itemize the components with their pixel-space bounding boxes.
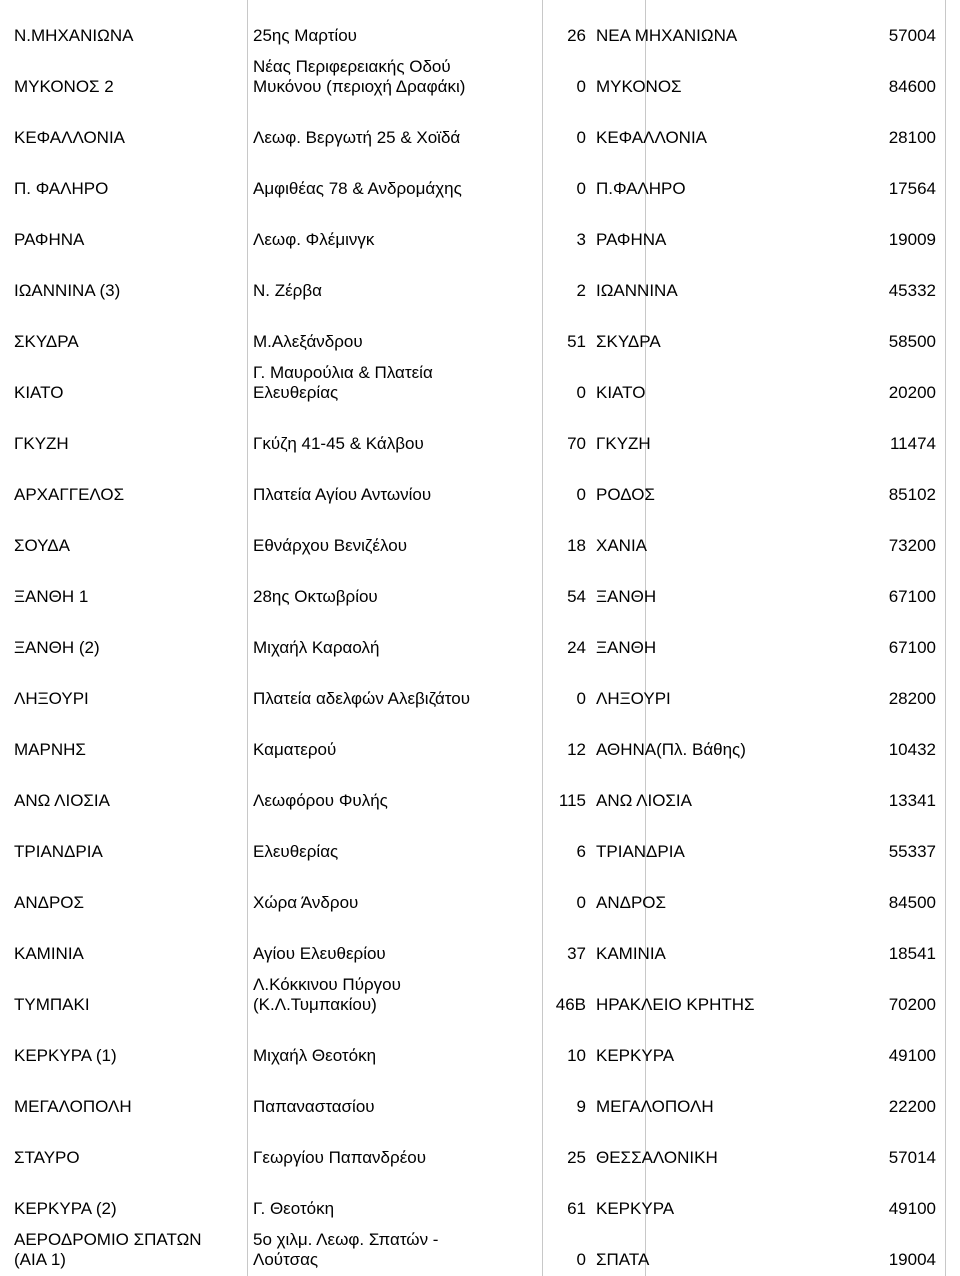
street-number: 2	[576, 281, 586, 300]
postal-code: 17564	[888, 179, 936, 198]
table-row	[0, 51, 960, 102]
branch-name-line: (ΑΙΑ 1)	[14, 1250, 66, 1269]
street-number: 25	[567, 1148, 586, 1167]
street-address: Μιχαήλ Καραολή	[253, 638, 380, 657]
postal-code: 13341	[888, 791, 936, 810]
postal-code: 67100	[888, 638, 936, 657]
city: ΝΕΑ ΜΗΧΑΝΙΩΝΑ	[596, 26, 738, 45]
branch-name: Π. ΦΑΛΗΡΟ	[14, 179, 109, 198]
street-number: 0	[576, 383, 586, 402]
city: ΤΡΙΑΝΔΡΙΑ	[596, 842, 685, 861]
street-number: 70	[567, 434, 586, 453]
city: ΘΕΣΣΑΛΟΝΙΚΗ	[596, 1148, 718, 1167]
postal-code: 28100	[888, 128, 936, 147]
street-address: Γεωργίου Παπανδρέου	[253, 1148, 427, 1167]
city: ΑΝΔΡΟΣ	[596, 893, 667, 912]
branch-name: ΣΤΑΥΡΟ	[14, 1148, 80, 1167]
branch-name: ΓΚΥΖΗ	[14, 434, 69, 453]
table-row	[0, 1173, 960, 1224]
table-row	[0, 918, 960, 969]
table-row	[0, 1122, 960, 1173]
postal-code: 73200	[888, 536, 936, 555]
city: ΛΗΞΟΥΡΙ	[596, 689, 671, 708]
postal-code: 55337	[888, 842, 936, 861]
branch-name: ΛΗΞΟΥΡΙ	[14, 689, 89, 708]
branch-name-line: ΑΕΡΟΔΡΟΜΙΟ ΣΠΑΤΩΝ	[14, 1230, 202, 1249]
table-row	[0, 1224, 960, 1275]
postal-code: 84600	[888, 77, 936, 96]
street-address-line: 5ο χιλμ. Λεωφ. Σπατών -	[253, 1230, 439, 1249]
street-address: 28ης Οκτωβρίου	[253, 587, 378, 606]
table-row	[0, 408, 960, 459]
street-number: 26	[567, 26, 586, 45]
street-address-line: Γ. Μαυρούλια & Πλατεία	[253, 363, 433, 382]
street-number: 115	[558, 791, 586, 810]
table-row	[0, 459, 960, 510]
street-address: Μ.Αλεξάνδρου	[253, 332, 363, 351]
table-row	[0, 663, 960, 714]
street-number: 0	[576, 893, 586, 912]
postal-code: 58500	[888, 332, 936, 351]
street-address-line: Μυκόνου (περιοχή Δραφάκι)	[253, 77, 466, 96]
street-address: Γκύζη 41-45 & Κάλβου	[253, 434, 424, 453]
street-address: Πλατεία Αγίου Αντωνίου	[253, 485, 432, 504]
branch-name: ΤΡΙΑΝΔΡΙΑ	[14, 842, 103, 861]
city: ΓΚΥΖΗ	[596, 434, 651, 453]
street-address	[247, 969, 542, 1020]
branch-name: ΣΟΥΔΑ	[14, 536, 70, 555]
branch-name: ΑΝΩ ΛΙΟΣΙΑ	[14, 791, 110, 810]
street-number: 0	[576, 485, 586, 504]
table-row	[0, 612, 960, 663]
city: ΚΕΡΚΥΡΑ	[596, 1046, 675, 1065]
street-address: Λεωφόρου Φυλής	[253, 791, 388, 810]
table-row	[0, 357, 960, 408]
street-number: 3	[576, 230, 586, 249]
city: ΧΑΝΙΑ	[596, 536, 648, 555]
street-address: Καματερού	[253, 740, 337, 759]
city: ΚΕΦΑΛΛΟΝΙΑ	[596, 128, 708, 147]
street-number: 0	[576, 689, 586, 708]
table-row	[0, 969, 960, 1020]
city: ΡΑΦΗΝΑ	[596, 230, 667, 249]
postal-code: 22200	[888, 1097, 936, 1116]
street-address: Μιχαήλ Θεοτόκη	[253, 1046, 377, 1065]
city: ΞΑΝΘΗ	[596, 638, 657, 657]
table-row	[0, 204, 960, 255]
branch-name: N.ΜΗΧΑΝΙΩΝΑ	[14, 26, 134, 45]
city: ΚΙΑΤΟ	[596, 383, 646, 402]
table-row	[0, 510, 960, 561]
postal-code: 49100	[888, 1046, 936, 1065]
city: ΜΥΚΟΝΟΣ	[596, 77, 682, 96]
table-row	[0, 255, 960, 306]
street-address: Χώρα Άνδρου	[253, 893, 359, 912]
street-number: 0	[576, 179, 586, 198]
postal-code: 70200	[888, 995, 936, 1014]
branch-name: ΚΑΜΙΝΙΑ	[14, 944, 84, 963]
street-address: Γ. Θεοτόκη	[253, 1199, 335, 1218]
postal-code: 10432	[888, 740, 936, 759]
street-number: 12	[567, 740, 586, 759]
branch-name: ΑΝΔΡΟΣ	[14, 893, 85, 912]
street-address: Λεωφ. Βεργωτή 25 & Χοϊδά	[253, 128, 461, 147]
branch-name: ΜΕΓΑΛΟΠΟΛΗ	[14, 1097, 132, 1116]
table-row	[0, 0, 960, 51]
street-number: 18	[567, 536, 586, 555]
postal-code: 84500	[888, 893, 936, 912]
city: ΣΚΥΔΡΑ	[596, 332, 661, 351]
city: ΙΩΑΝΝΙΝΑ	[596, 281, 678, 300]
postal-code: 49100	[888, 1199, 936, 1218]
street-address: 25ης Μαρτίου	[253, 26, 357, 45]
street-address: Παπαναστασίου	[253, 1097, 375, 1116]
street-address-line: Λούτσας	[253, 1250, 319, 1269]
postal-code: 45332	[888, 281, 936, 300]
branch-name: ΞΑΝΘΗ 1	[14, 587, 89, 606]
branch-name: ΞΑΝΘΗ (2)	[14, 638, 100, 657]
table-row	[0, 1071, 960, 1122]
branch-name: ΤΥΜΠΑΚΙ	[14, 995, 90, 1014]
branch-name: ΚΕΡΚΥΡΑ (1)	[14, 1046, 117, 1065]
table-row	[0, 306, 960, 357]
street-address: Αμφιθέας 78 & Ανδρομάχης	[253, 179, 462, 198]
city: ΚΑΜΙΝΙΑ	[596, 944, 666, 963]
street-address-line: Νέας Περιφερειακής Οδού	[253, 57, 451, 76]
city: ΑΝΩ ΛΙΟΣΙΑ	[596, 791, 692, 810]
city: ΞΑΝΘΗ	[596, 587, 657, 606]
street-address	[247, 51, 542, 102]
street-number: 54	[567, 587, 586, 606]
street-number: 51	[567, 332, 586, 351]
street-address-line: Ελευθερίας	[253, 383, 339, 402]
table-row	[0, 867, 960, 918]
branch-name: ΜΥΚΟΝΟΣ 2	[14, 77, 114, 96]
street-address: Αγίου Ελευθερίου	[253, 944, 386, 963]
street-number: 10	[567, 1046, 586, 1065]
street-address: Λεωφ. Φλέμινγκ	[253, 230, 375, 249]
city: Π.ΦΑΛΗΡΟ	[596, 179, 686, 198]
postal-code: 57014	[888, 1148, 936, 1167]
street-address-line: (Κ.Λ.Τυμπακίου)	[253, 995, 377, 1014]
street-address: Ελευθερίας	[253, 842, 339, 861]
branch-name: ΜΑΡΝΗΣ	[14, 740, 86, 759]
city: ΚΕΡΚΥΡΑ	[596, 1199, 675, 1218]
city: ΑΘΗΝΑ(Πλ. Βάθης)	[596, 740, 746, 759]
city: ΣΠΑΤΑ	[596, 1250, 650, 1269]
table-row	[0, 1020, 960, 1071]
postal-code: 11474	[889, 434, 936, 453]
street-address: Εθνάρχου Βενιζέλου	[253, 536, 407, 555]
branch-name: ΑΡΧΑΓΓΕΛΟΣ	[14, 485, 125, 504]
street-number: 0	[576, 1250, 586, 1269]
branch-name: ΣΚΥΔΡΑ	[14, 332, 79, 351]
postal-code: 67100	[888, 587, 936, 606]
table-row	[0, 714, 960, 765]
street-number: 61	[567, 1199, 586, 1218]
street-address	[247, 1224, 542, 1275]
postal-code: 20200	[888, 383, 936, 402]
postal-code: 57004	[888, 26, 936, 45]
branch-name: ΚΙΑΤΟ	[14, 383, 64, 402]
branch-name: ΚΕΦΑΛΛΟΝΙΑ	[14, 128, 126, 147]
street-number: 9	[576, 1097, 586, 1116]
postal-code: 85102	[888, 485, 936, 504]
street-number: 37	[567, 944, 586, 963]
branch-name: ΙΩΑΝΝΙΝΑ (3)	[14, 281, 121, 300]
branch-name: ΚΕΡΚΥΡΑ (2)	[14, 1199, 117, 1218]
street-address-line: Λ.Κόκκινου Πύργου	[253, 975, 401, 994]
city: ΡΟΔΟΣ	[596, 485, 655, 504]
street-address: Πλατεία αδελφών Αλεβιζάτου	[253, 689, 470, 708]
street-number: 24	[567, 638, 586, 657]
street-number: 0	[576, 77, 586, 96]
table-row	[0, 102, 960, 153]
table-row	[0, 561, 960, 612]
postal-code: 19009	[888, 230, 936, 249]
table-row	[0, 816, 960, 867]
branch-name	[0, 1224, 247, 1275]
table-row	[0, 765, 960, 816]
street-address: Ν. Ζέρβα	[253, 281, 322, 300]
street-number: 46Β	[555, 995, 586, 1014]
street-number: 6	[576, 842, 586, 861]
city: ΗΡΑΚΛΕΙΟ ΚΡΗΤΗΣ	[596, 995, 755, 1014]
postal-code: 28200	[888, 689, 936, 708]
street-address	[247, 357, 542, 408]
city: ΜΕΓΑΛΟΠΟΛΗ	[596, 1097, 714, 1116]
postal-code: 18541	[888, 944, 936, 963]
postal-code: 19004	[888, 1250, 936, 1269]
table-row	[0, 153, 960, 204]
branch-name: ΡΑΦΗΝΑ	[14, 230, 85, 249]
street-number: 0	[576, 128, 586, 147]
